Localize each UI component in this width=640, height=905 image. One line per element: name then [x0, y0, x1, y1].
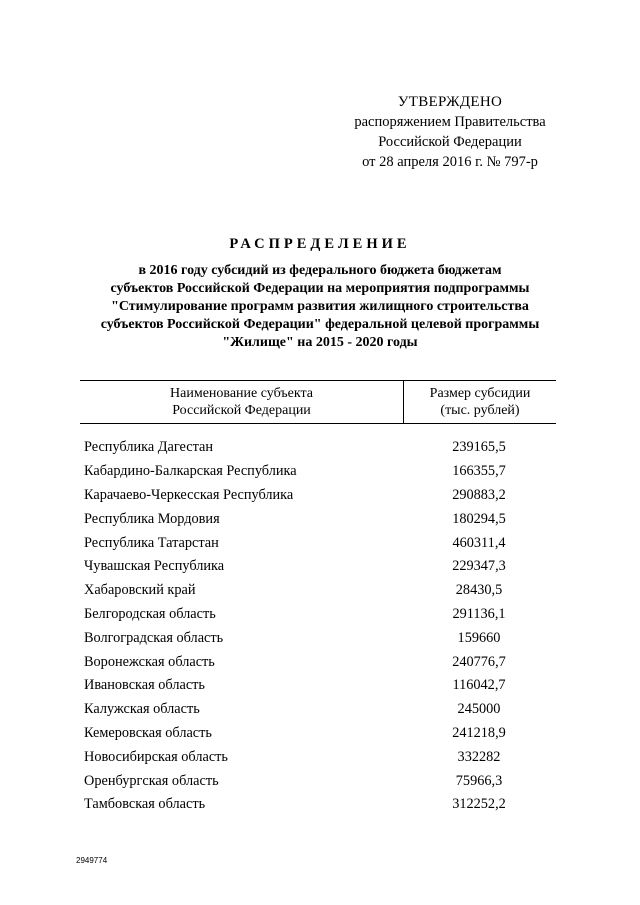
table-row [84, 460, 554, 484]
region-name: Кабардино-Балкарская Республика [84, 463, 297, 480]
subsidy-amount: 159660 [457, 629, 501, 646]
subsidy-amount: 229347,3 [452, 558, 506, 575]
region-name: Республика Мордовия [84, 510, 220, 527]
region-name: Республика Дагестан [84, 439, 214, 456]
subtitle-line: "Жилище" на 2015 - 2020 годы [222, 335, 418, 350]
document-number: 2949774 [76, 856, 108, 865]
table-row [84, 722, 554, 746]
column-header-amount-line: (тыс. рублей) [440, 403, 520, 418]
table-row [84, 698, 554, 722]
column-header-region-line: Российской Федерации [172, 403, 311, 418]
region-name: Оренбургская область [84, 772, 219, 789]
region-name: Новосибирская область [84, 748, 228, 765]
subsidy-amount: 240776,7 [452, 653, 506, 670]
region-name: Белгородская область [84, 605, 216, 622]
subsidy-amount: 332282 [457, 748, 501, 765]
table-header [80, 380, 556, 424]
subtitle-line: субъектов Российской Федерации" федеральной целевой программы [100, 317, 540, 332]
table-row [84, 626, 554, 650]
subsidy-amount: 460311,4 [452, 534, 506, 551]
approval-line-2: Российской Федерации [378, 134, 522, 150]
subtitle-line: "Стимулирование программ развития жилищного строительства [111, 299, 529, 314]
region-name: Чувашская Республика [84, 558, 225, 575]
approval-title: УТВЕРЖДЕНО [397, 94, 503, 110]
subsidy-amount: 75966,3 [455, 772, 503, 789]
region-name: Хабаровский край [84, 582, 196, 599]
document-title: РАСПРЕДЕЛЕНИЕ [229, 236, 411, 252]
region-name: Волгоградская область [84, 629, 224, 646]
subsidy-amount: 291136,1 [452, 605, 506, 622]
document-subtitle [40, 262, 600, 352]
table-row [84, 650, 554, 674]
region-name: Воронежская область [84, 653, 215, 670]
region-name: Ивановская область [84, 677, 205, 694]
region-name: Калужская область [84, 701, 200, 718]
column-header-amount-line: Размер субсидии [429, 386, 531, 401]
region-name: Кемеровская область [84, 724, 212, 741]
column-header-amount [404, 381, 556, 423]
table-row [84, 555, 554, 579]
table-body [84, 436, 554, 817]
approval-line-3: от 28 апреля 2016 г. № 797-р [362, 154, 538, 170]
subsidy-amount: 166355,7 [452, 463, 506, 480]
table-row [84, 674, 554, 698]
table-row [84, 745, 554, 769]
table-row [84, 769, 554, 793]
region-name: Тамбовская область [84, 796, 206, 813]
table-row [84, 603, 554, 627]
approval-line-1: распоряжением Правительства [354, 114, 546, 130]
table-row [84, 484, 554, 508]
table-row [84, 793, 554, 817]
table-row [84, 507, 554, 531]
table-row [84, 579, 554, 603]
table-row [84, 436, 554, 460]
subsidy-amount: 241218,9 [452, 724, 506, 741]
table-row [84, 531, 554, 555]
subsidy-amount: 245000 [457, 701, 501, 718]
subsidy-amount: 116042,7 [452, 677, 506, 694]
approval-block [330, 92, 570, 172]
subsidy-amount: 239165,5 [452, 439, 506, 456]
region-name: Республика Татарстан [84, 534, 219, 551]
subsidy-amount: 180294,5 [452, 510, 506, 527]
subsidy-amount: 290883,2 [452, 486, 506, 503]
subtitle-line: субъектов Российской Федерации на мероприятия подпрограммы [110, 281, 530, 296]
column-header-region [80, 381, 404, 423]
subtitle-line: в 2016 году субсидий из федерального бюджета бюджетам [138, 263, 502, 278]
subsidy-amount: 28430,5 [455, 582, 503, 599]
region-name: Карачаево-Черкесская Республика [84, 486, 294, 503]
column-header-region-line: Наименование субъекта [170, 386, 313, 401]
subsidy-amount: 312252,2 [452, 796, 506, 813]
